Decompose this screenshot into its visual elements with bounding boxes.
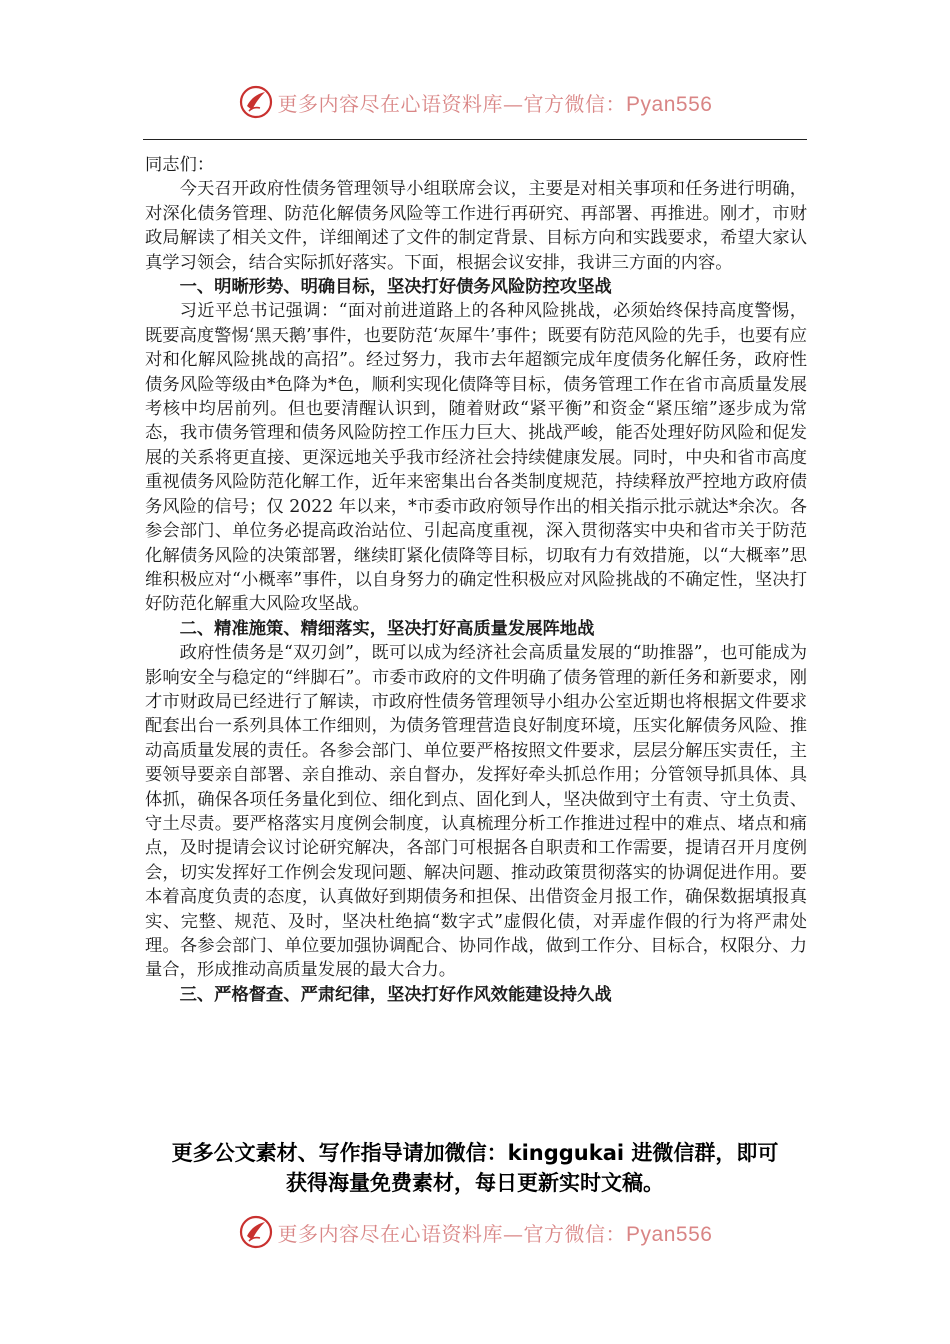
brush-logo-icon bbox=[238, 1214, 274, 1250]
section-2-paragraph: 政府性债务是“双刃剑”，既可以成为经济社会高质量发展的“助推器”，也可能成为影响安全与稳定的“绊脚石”。市委市政府的文件明确了债务管理的新任务和新要求，刚才市财政局已经进行了解读，市政府性债务管理领导小组办公室近期也将根据文件要求配套出台一系列具体工作细则，为债务管理营造良好制度环境，压实化解债务风险、推动高质量发展的责任。各参会部门、单位要严格按照文件要求，层层分解压实责任，主要领导要亲自部署、亲自推动、亲自督办，发挥好牵头抓总作用；分管领导抓具体、具体抓，确保各项任务量化到位、细化到点、固化到人，坚决做到守土有责、守土负责、守土尽责。要严格落实月度例会制度，认真梳理分析工作推进过程中的难点、堵点和痛点，及时提请会议讨论研究解决，各部门可根据各自职责和工作需要，提请召开月度例会，切实发挥好工作例会发现问题、解决问题、推动政策贯彻落实的协调促进作用。要本着高度负责的态度，认真做好到期债务和担保、出借资金月报工作，确保数据填报真实、完整、规范、及时，坚决杜绝搞“数字式”虚假化债，对弄虚作假的行为将严肃处理。各参会部门、单位要加强协调配合、协同作战，做到工作分、目标合，权限分、力量合，形成推动高质量发展的最大合力。 bbox=[145, 643, 807, 981]
document-body bbox=[145, 153, 807, 1007]
intro-paragraph: 今天召开政府性债务管理领导小组联席会议，主要是对相关事项和任务进行明确，对深化债务管理、防范化解债务风险等工作进行再研究、再部署、再推进。刚才，市财政局解读了相关文件，详细阐述了文件的制定背景、目标方向和实践要求，希望大家认真学习领会，结合实际抓好落实。下面，根据会议安排，我讲三方面的内容。 bbox=[145, 179, 807, 273]
promo-line-1: 更多公文素材、写作指导请加微信：kinggukai 进微信群，即可 bbox=[171, 1141, 779, 1165]
section-2-heading: 二、精准施策、精细落实，坚决打好高质量发展阵地战 bbox=[179, 618, 595, 639]
section-3-heading: 三、严格督查、严肃纪律，坚决打好作风效能建设持久战 bbox=[179, 984, 612, 1005]
salutation: 同志们： bbox=[145, 155, 215, 175]
watermark-text: 更多内容尽在心语资料库—官方微信：Pyan556 bbox=[277, 1221, 713, 1246]
promo-banner bbox=[140, 1138, 810, 1198]
section-1-paragraph: 习近平总书记强调：“面对前进道路上的各种风险挑战，必须始终保持高度警惕，既要高度警惕‘黑天鹅’事件，也要防范‘灰犀牛’事件；既要有防范风险的先手，也要有应对和化解风险挑战的高招”。经过努力，我市去年超额完成年度债务化解任务，政府性债务风险等级由*色降为*色，顺利实现化债降等目标，债务管理工作在省市高质量发展考核中均居前列。但也要清醒认识到，随着财政“紧平衡”和资金“紧压缩”逐步成为常态，我市债务管理和债务风险防控工作压力巨大、挑战严峻，能否处理好防风险和促发展的关系将更直接、更深远地关乎我市经济社会持续健康发展。同时，中央和省市高度重视债务风险防范化解工作，近年来密集出台各类制度规范，持续释放严控地方政府债务风险的信号；仅 2022 年以来，*市委市政府领导作出的相关指示批示就达*余次。各参会部门、单位务必提高政治站位、引起高度重视，深入贯彻落实中央和省市关于防范化解债务风险的决策部署，继续盯紧化债降等目标，切取有力有效措施，以“大概率”思维积极应对“小概率”事件，以自身努力的确定性积极应对风险挑战的不确定性，坚决打好防范化解重大风险攻坚战。 bbox=[145, 301, 807, 615]
header-divider bbox=[143, 139, 807, 140]
watermark-footer bbox=[0, 1212, 950, 1252]
section-1-heading: 一、明晰形势、明确目标，坚决打好债务风险防控攻坚战 bbox=[179, 277, 612, 298]
promo-line-2: 获得海量免费素材，每日更新实时文稿。 bbox=[286, 1171, 664, 1195]
brush-logo-icon bbox=[238, 84, 274, 120]
watermark-text: 更多内容尽在心语资料库—官方微信：Pyan556 bbox=[277, 91, 713, 116]
watermark-header bbox=[0, 82, 950, 122]
